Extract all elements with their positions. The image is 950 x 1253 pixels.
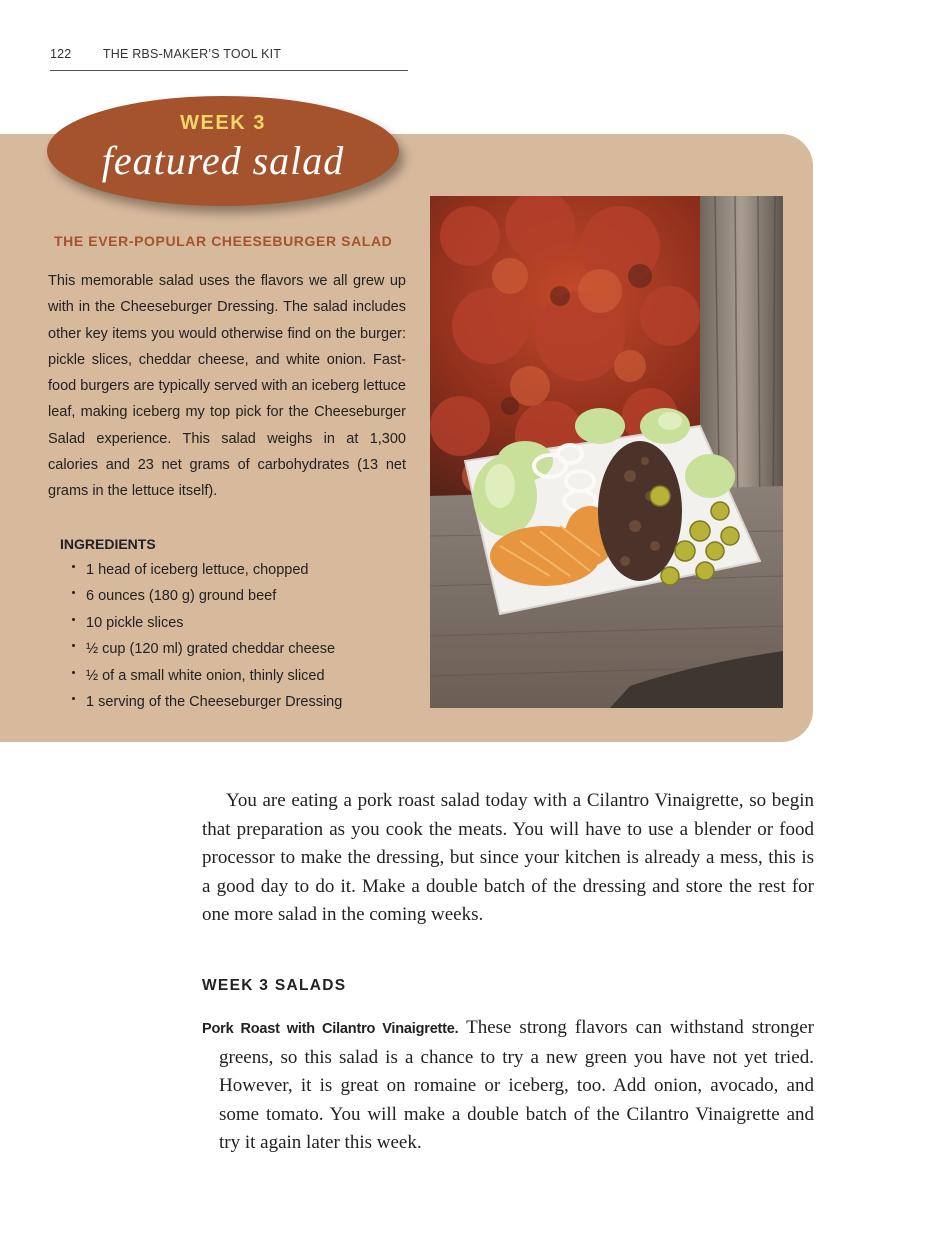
week-badge [47,96,399,206]
ingredient-item: 1 head of iceberg lettuce, chopped [68,557,342,583]
entry-name: Pork Roast with Cilantro Vinaigrette. [202,1021,459,1037]
salad-description: This memorable salad uses the flavors we all grew up with in the Cheeseburger Dressing. The salad includes other key items you would otherwise find on the burger: pickle slices, cheddar cheese, and white onion. Fast-food burgers are typically served with an iceberg lettuce leaf, making iceberg my top pick for the Cheeseburger Salad experience. This salad weighs in at 1,300 calories and 23 net grams of carbohydrates (13 net grams in the lettuce itself). [48,273,406,500]
running-head [50,47,408,71]
ingredient-item: ½ of a small white onion, thinly sliced [68,663,342,689]
featured-label: featured salad [101,138,345,183]
ingredients-list [68,557,342,715]
salad-entry [202,1014,814,1158]
week-label: WEEK 3 [180,112,266,134]
entry-text: These strong flavors can withstand stronger greens, so this salad is a chance to try a new green you have not yet tried. However, it is great on romaine or iceberg, too. Add onion, avocado, and some tomato. You will make a double batch of the Cilantro Vinaigrette and try it again later this week. [219,1017,815,1153]
book-title: THE RBS-MAKER’S TOOL KIT [102,47,282,61]
salad-title: THE EVER-POPULAR CHEESEBURGER SALAD [54,233,393,249]
page-number: 122 [50,47,72,61]
salad-photo [430,196,783,708]
ingredient-item: 6 ounces (180 g) ground beef [68,583,342,609]
intro-paragraph: You are eating a pork roast salad today with a Cilantro Vinaigrette, so begin that preparation as you cook the meats. You will have to use a blender or food processor to make the dressing, but since your kitchen is already a mess, this is a good day to do it. Make a double batch of the dressing and store the rest for one more salad in the coming weeks. [202,790,814,925]
ingredient-item: 1 serving of the Cheeseburger Dressing [68,689,342,715]
section-heading: WEEK 3 SALADS [202,977,347,994]
ingredients-heading: INGREDIENTS [60,536,156,552]
ingredient-item: 10 pickle slices [68,610,342,636]
ingredient-item: ½ cup (120 ml) grated cheddar cheese [68,636,342,662]
